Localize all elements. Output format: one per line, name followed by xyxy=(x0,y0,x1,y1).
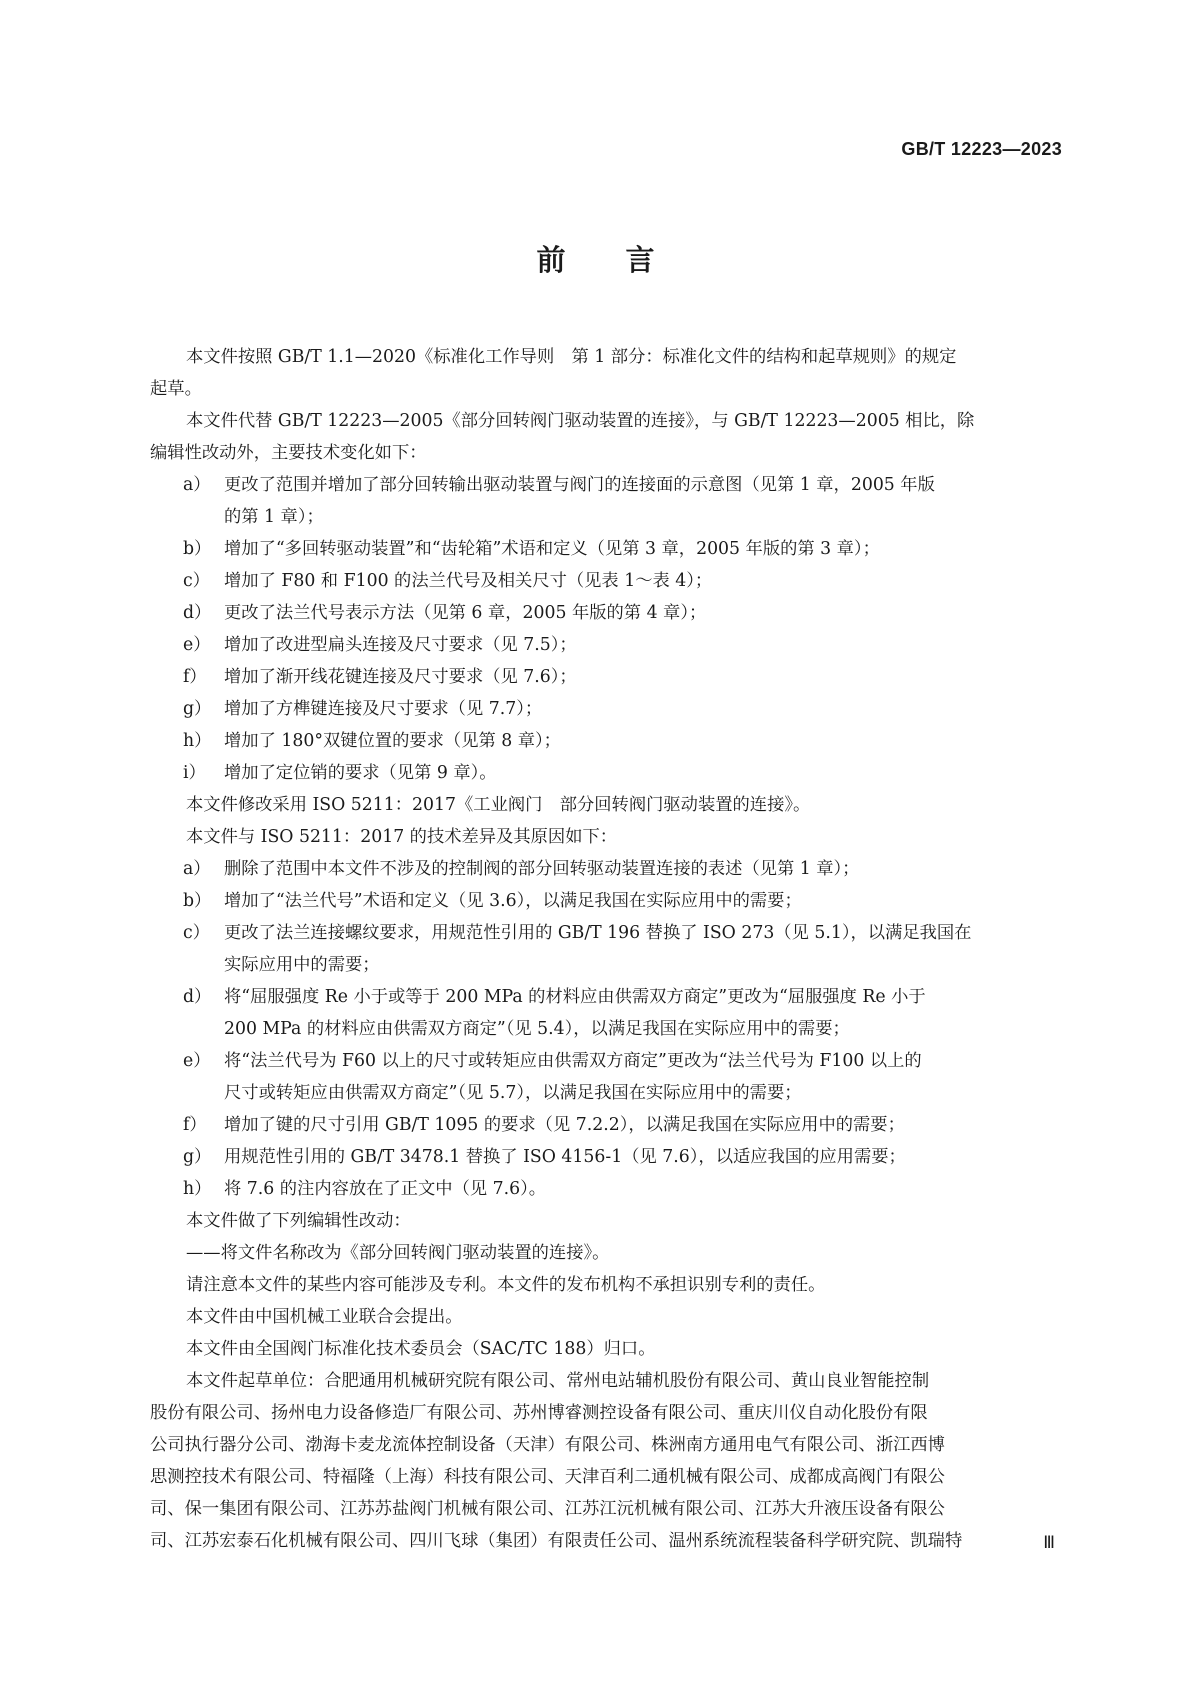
list-item-label: c） xyxy=(183,923,210,943)
line-text: 增加了“多回转驱动装置”和“齿轮箱”术语和定义（见第 3 章，2005 年版的第 3 章）； xyxy=(224,539,880,559)
list-item xyxy=(150,917,1062,949)
line-text: 司、江苏宏泰石化机械有限公司、四川飞球（集团）有限责任公司、温州系统流程装备科学研究院、凯瑞特 xyxy=(150,1531,963,1551)
list-item-label: i） xyxy=(183,763,206,783)
line-text: ——将文件名称改为《部分回转阀门驱动装置的连接》。 xyxy=(186,1243,610,1263)
list-item-label: a） xyxy=(183,475,211,495)
paragraph-line xyxy=(150,1301,1062,1333)
paragraph-line xyxy=(150,1333,1062,1365)
paragraph-line xyxy=(150,789,1062,821)
list-item xyxy=(150,981,1062,1013)
list-item xyxy=(150,1045,1062,1077)
line-text: 思测控技术有限公司、特福隆（上海）科技有限公司、天津百利二通机械有限公司、成都成高阀门有限公 xyxy=(150,1467,945,1487)
paragraph-line xyxy=(150,405,1062,437)
list-item-continuation xyxy=(150,1077,1062,1109)
list-item xyxy=(150,1109,1062,1141)
paragraph-line xyxy=(150,1365,1062,1397)
line-text: 更改了法兰连接螺纹要求，用规范性引用的 GB/T 196 替换了 ISO 273（见 5.1），以满足我国在 xyxy=(224,923,972,943)
line-text: 增加了渐开线花键连接及尺寸要求（见 7.6）； xyxy=(224,667,577,687)
line-text: 增加了改进型扁头连接及尺寸要求（见 7.5）； xyxy=(224,635,577,655)
list-item xyxy=(150,1141,1062,1173)
line-text: 起草。 xyxy=(150,379,202,399)
paragraph-line xyxy=(150,1525,1062,1557)
paragraph-line xyxy=(150,341,1062,373)
line-text: 本文件由全国阀门标准化技术委员会（SAC/TC 188）归口。 xyxy=(186,1339,656,1359)
list-item xyxy=(150,725,1062,757)
line-text: 增加了“法兰代号”术语和定义（见 3.6），以满足我国在实际应用中的需要； xyxy=(224,891,802,911)
standard-number: GB/T 12223—2023 xyxy=(901,139,1062,159)
list-item-label: h） xyxy=(183,1179,212,1199)
list-item xyxy=(150,469,1062,501)
list-item-label: d） xyxy=(183,987,212,1007)
list-item xyxy=(150,661,1062,693)
list-item-label: b） xyxy=(183,539,212,559)
page-number: Ⅲ xyxy=(1043,1533,1055,1552)
line-text: 增加了 F80 和 F100 的法兰代号及相关尺寸（见表 1～表 4）； xyxy=(224,571,713,591)
list-item-label: e） xyxy=(183,635,211,655)
line-text: 公司执行器分公司、渤海卡麦龙流体控制设备（天津）有限公司、株洲南方通用电气有限公司、浙江西博 xyxy=(150,1435,945,1455)
list-item xyxy=(150,565,1062,597)
list-item-continuation xyxy=(150,949,1062,981)
document-body xyxy=(150,341,1062,1557)
list-item-label: b） xyxy=(183,891,212,911)
list-item xyxy=(150,629,1062,661)
line-text: 增加了键的尺寸引用 GB/T 1095 的要求（见 7.2.2），以满足我国在实际应用中的需要； xyxy=(224,1115,905,1135)
line-text: 更改了法兰代号表示方法（见第 6 章，2005 年版的第 4 章）； xyxy=(224,603,707,623)
line-text: 本文件起草单位：合肥通用机械研究院有限公司、常州电站辅机股份有限公司、黄山良业智能控制 xyxy=(186,1371,930,1391)
paragraph-line xyxy=(150,1429,1062,1461)
line-text: 将 7.6 的注内容放在了正文中（见 7.6）。 xyxy=(224,1179,547,1199)
line-text: 将“屈服强度 Re 小于或等于 200 MPa 的材料应由供需双方商定”更改为“屈服强度 Re 小于 xyxy=(224,987,926,1007)
list-item-label: d） xyxy=(183,603,212,623)
list-item-label: c） xyxy=(183,571,210,591)
list-item xyxy=(150,693,1062,725)
paragraph-line xyxy=(150,1397,1062,1429)
paragraph-line xyxy=(150,1461,1062,1493)
line-text: 本文件做了下列编辑性改动： xyxy=(186,1211,411,1231)
line-text: 的第 1 章）； xyxy=(224,507,324,527)
list-item-continuation xyxy=(150,1013,1062,1045)
line-text: 实际应用中的需要； xyxy=(224,955,380,975)
line-text: 删除了范围中本文件不涉及的控制阀的部分回转驱动装置连接的表述（见第 1 章）； xyxy=(224,859,860,879)
line-text: 更改了范围并增加了部分回转输出驱动装置与阀门的连接面的示意图（见第 1 章，2005 年版 xyxy=(224,475,935,495)
list-item xyxy=(150,533,1062,565)
line-text: 本文件修改采用 ISO 5211：2017《工业阀门 部分回转阀门驱动装置的连接》。 xyxy=(186,795,811,815)
list-item xyxy=(150,885,1062,917)
list-item xyxy=(150,853,1062,885)
line-text: 本文件由中国机械工业联合会提出。 xyxy=(186,1307,463,1327)
paragraph-line xyxy=(150,1205,1062,1237)
list-item-label: g） xyxy=(183,1147,212,1167)
list-item-label: e） xyxy=(183,1051,211,1071)
line-text: 本文件代替 GB/T 12223—2005《部分回转阀门驱动装置的连接》，与 GB/T 12223—2005 相比，除 xyxy=(186,411,975,431)
list-item-label: g） xyxy=(183,699,212,719)
line-text: 尺寸或转矩应由供需双方商定”（见 5.7），以满足我国在实际应用中的需要； xyxy=(224,1083,802,1103)
list-item-label: a） xyxy=(183,859,211,879)
list-item-label: f） xyxy=(183,667,207,687)
line-text: 将“法兰代号为 F60 以上的尺寸或转矩应由供需双方商定”更改为“法兰代号为 F100 以上的 xyxy=(224,1051,922,1071)
line-text: 增加了方榫键连接及尺寸要求（见 7.7）； xyxy=(224,699,543,719)
line-text: 用规范性引用的 GB/T 3478.1 替换了 ISO 4156-1（见 7.6），以适应我国的应用需要； xyxy=(224,1147,906,1167)
line-text: 编辑性改动外，主要技术变化如下： xyxy=(150,443,427,463)
list-item xyxy=(150,1173,1062,1205)
paragraph-line xyxy=(150,1493,1062,1525)
line-text: 请注意本文件的某些内容可能涉及专利。本文件的发布机构不承担识别专利的责任。 xyxy=(186,1275,826,1295)
line-text: 增加了定位销的要求（见第 9 章）。 xyxy=(224,763,497,783)
paragraph-line xyxy=(150,437,1062,469)
dash-list-item xyxy=(150,1237,1062,1269)
paragraph-line xyxy=(150,821,1062,853)
list-item-label: f） xyxy=(183,1115,207,1135)
list-item-label: h） xyxy=(183,731,212,751)
page-title: 前言 xyxy=(536,243,715,277)
line-text: 本文件按照 GB/T 1.1—2020《标准化工作导则 第 1 部分：标准化文件的结构和起草规则》的规定 xyxy=(186,347,957,367)
line-text: 本文件与 ISO 5211：2017 的技术差异及其原因如下： xyxy=(186,827,618,847)
paragraph-line xyxy=(150,1269,1062,1301)
line-text: 司、保一集团有限公司、江苏苏盐阀门机械有限公司、江苏江沅机械有限公司、江苏大升液压设备有限公 xyxy=(150,1499,945,1519)
list-item xyxy=(150,757,1062,789)
list-item-continuation xyxy=(150,501,1062,533)
paragraph-line xyxy=(150,373,1062,405)
line-text: 200 MPa 的材料应由供需双方商定”（见 5.4），以满足我国在实际应用中的需要； xyxy=(224,1019,850,1039)
line-text: 股份有限公司、扬州电力设备修造厂有限公司、苏州博睿测控设备有限公司、重庆川仪自动化股份有限 xyxy=(150,1403,928,1423)
line-text: 增加了 180°双键位置的要求（见第 8 章）； xyxy=(224,731,561,751)
list-item xyxy=(150,597,1062,629)
